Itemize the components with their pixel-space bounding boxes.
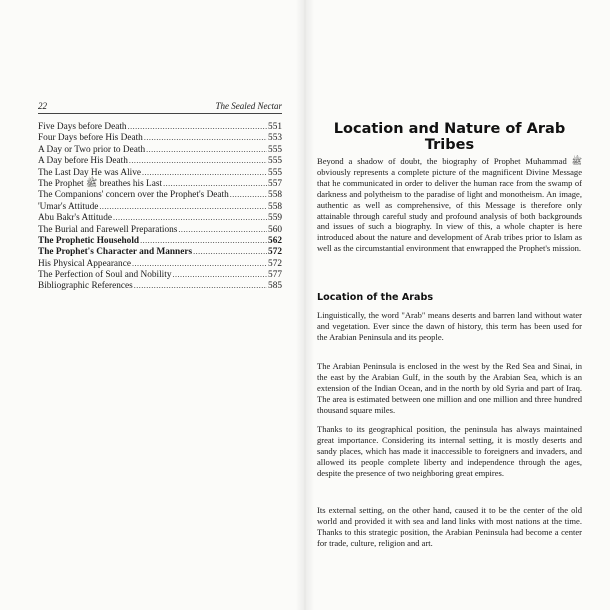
running-head bbox=[38, 101, 282, 114]
toc-entry-page: 558 bbox=[268, 201, 282, 212]
toc-entry-page: 558 bbox=[268, 190, 282, 201]
toc-dot-leader bbox=[134, 280, 267, 291]
toc-entry bbox=[38, 201, 282, 212]
toc-entry-title: The Last Day He was Alive bbox=[38, 167, 142, 178]
toc-dot-leader bbox=[193, 246, 267, 257]
toc-entry-title: Four Days before His Death bbox=[38, 133, 143, 144]
section-heading: Location of the Arabs bbox=[317, 292, 434, 303]
toc-entry-title: The Prophet ﷺ breathes his Last bbox=[38, 178, 163, 189]
right-page bbox=[305, 0, 610, 610]
page-number: 22 bbox=[38, 101, 47, 111]
toc-entry bbox=[38, 189, 282, 200]
toc-entry bbox=[38, 235, 282, 246]
toc-dot-leader bbox=[163, 178, 267, 189]
toc-entry bbox=[38, 258, 282, 269]
toc-entry bbox=[38, 224, 282, 235]
toc-entry-title: The Prophet's Character and Manners bbox=[38, 247, 193, 258]
toc-dot-leader bbox=[140, 235, 267, 246]
paragraph: Its external setting, on the other hand, caused it to be the center of the old world and provided it with sea and land links with most nations at the time. Thanks to this strategic position, the Arabian Peninsula had become a center for trade, culture, religion and art. bbox=[317, 505, 582, 548]
toc-entry-page: 585 bbox=[268, 281, 282, 292]
toc-dot-leader bbox=[142, 167, 267, 178]
toc-entry bbox=[38, 269, 282, 280]
toc-entry-title: The Prophetic Household bbox=[38, 235, 140, 246]
toc-entry-page: 572 bbox=[268, 258, 282, 269]
toc-entry bbox=[38, 132, 282, 143]
toc-entry-title: Bibliographic References bbox=[38, 281, 133, 292]
toc-entry-page: 555 bbox=[268, 144, 282, 155]
toc-dot-leader bbox=[132, 258, 267, 269]
toc-entry-title: His Physical Appearance bbox=[38, 258, 131, 269]
toc-entry-page: 562 bbox=[268, 235, 282, 246]
toc-dot-leader bbox=[128, 121, 267, 132]
chapter-title: Location and Nature of Arab Tribes bbox=[333, 121, 566, 153]
intro-paragraph: Beyond a shadow of doubt, the biography of Prophet Muhammad ﷺ obviously represents a complete picture of the magnificent Divine Message that he communicated in order to deliver the human race from the swamp of darkness and polytheism to the paradise of light and monotheism. An image, authentic as well as comprehensive, of this Message is therefore only attainable through careful study and profound analysis of both backgrounds and issues of such a biography. In view of this, a whole chapter is here introduced about the nature and development of Arab tribes prior to Islam as well as the circumstantial environment that enwrapped the Prophet's mission. bbox=[317, 156, 582, 254]
running-title: The Sealed Nectar bbox=[215, 101, 282, 111]
toc-entry-title: The Perfection of Soul and Nobility bbox=[38, 270, 172, 281]
toc-entry bbox=[38, 121, 282, 132]
toc-dot-leader bbox=[146, 144, 267, 155]
toc-entry-title: Abu Bakr's Attitude bbox=[38, 213, 112, 224]
toc-entry bbox=[38, 144, 282, 155]
toc-entry bbox=[38, 246, 282, 257]
toc-entry-page: 555 bbox=[268, 167, 282, 178]
toc-entry-title: 'Umar's Attitude bbox=[38, 201, 99, 212]
toc-dot-leader bbox=[144, 132, 267, 143]
toc-entry bbox=[38, 178, 282, 189]
toc-entry bbox=[38, 167, 282, 178]
paragraph: The Arabian Peninsula is enclosed in the west by the Red Sea and Sinai, in the east by the Arabian Gulf, in the south by the Arabian Sea, which is an extension of the Indian Ocean, and in the north by old Syria and part of Iraq. The area is estimated between one million and one million and three hundred thousand square miles. bbox=[317, 361, 582, 415]
toc-entry-page: 577 bbox=[268, 270, 282, 281]
paragraph: Thanks to its geographical position, the peninsula has always maintained great importance. Considering its internal setting, it is mostly deserts and sandy places, which has made it inaccessible to foreigners and invaders, and allowed its people complete liberty and independence through the ages, despite the presence of two neighboring great empires. bbox=[317, 424, 582, 478]
toc-entry-title: A Day or Two prior to Death bbox=[38, 144, 146, 155]
toc-entry-page: 555 bbox=[268, 156, 282, 167]
table-of-contents bbox=[38, 121, 282, 292]
toc-entry-page: 560 bbox=[268, 224, 282, 235]
toc-dot-leader bbox=[129, 155, 267, 166]
toc-dot-leader bbox=[113, 212, 267, 223]
toc-entry bbox=[38, 155, 282, 166]
toc-entry bbox=[38, 280, 282, 291]
toc-entry-page: 551 bbox=[268, 122, 282, 132]
toc-entry-page: 572 bbox=[268, 247, 282, 258]
toc-dot-leader bbox=[178, 224, 267, 235]
toc-entry-title: The Companions' concern over the Prophet's Death bbox=[38, 190, 229, 201]
toc-dot-leader bbox=[99, 201, 267, 212]
toc-dot-leader bbox=[230, 189, 267, 200]
toc-entry-page: 553 bbox=[268, 133, 282, 144]
toc-entry-page: 559 bbox=[268, 213, 282, 224]
toc-entry-title: A Day before His Death bbox=[38, 156, 128, 167]
toc-entry-page: 557 bbox=[268, 178, 282, 189]
toc-entry-title: Five Days before Death bbox=[38, 122, 127, 132]
toc-entry bbox=[38, 212, 282, 223]
toc-entry-title: The Burial and Farewell Preparations bbox=[38, 224, 178, 235]
toc-dot-leader bbox=[173, 269, 268, 280]
paragraph: Linguistically, the word "Arab" means deserts and barren land without water and vegetation. Ever since the dawn of history, this term has been used for the Arabian Peninsula and its people. bbox=[317, 310, 582, 342]
